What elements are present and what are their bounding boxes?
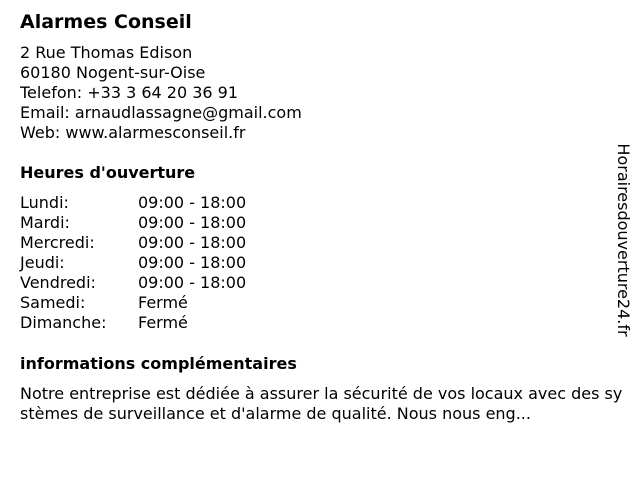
website: Web: www.alarmesconseil.fr [20, 123, 246, 142]
hours-row-tuesday [20, 213, 246, 233]
hours-row-thursday [20, 253, 246, 273]
day-label: Vendredi: [20, 273, 96, 292]
phone-number: Telefon: +33 3 64 20 36 91 [20, 83, 239, 102]
day-label: Mercredi: [20, 233, 95, 252]
day-label: Dimanche: [20, 313, 107, 332]
day-label: Lundi: [20, 193, 69, 212]
time-value: 09:00 - 18:00 [138, 273, 247, 292]
opening-hours-heading: Heures d'ouverture [20, 163, 196, 182]
address-city: 60180 Nogent-sur-Oise [20, 63, 206, 82]
business-name: Alarmes Conseil [20, 11, 192, 33]
site-watermark: Horairesdouverture24.fr [614, 143, 633, 337]
opening-hours-table [20, 193, 246, 333]
hours-row-monday [20, 193, 246, 213]
time-value: 09:00 - 18:00 [138, 193, 247, 212]
day-label: Jeudi: [20, 253, 65, 272]
email-address: Email: arnaudlassagne@gmail.com [20, 103, 302, 122]
address-street: 2 Rue Thomas Edison [20, 43, 193, 62]
time-value: Fermé [138, 293, 188, 312]
time-value: 09:00 - 18:00 [138, 233, 247, 252]
hours-row-saturday [20, 293, 246, 313]
day-label: Mardi: [20, 213, 70, 232]
day-label: Samedi: [20, 293, 86, 312]
additional-info-heading: informations complémentaires [20, 354, 297, 373]
contact-block [20, 43, 302, 143]
time-value: 09:00 - 18:00 [138, 213, 247, 232]
hours-row-friday [20, 273, 246, 293]
hours-row-wednesday [20, 233, 246, 253]
time-value: Fermé [138, 313, 188, 332]
business-description: Notre entreprise est dédiée à assurer la sécurité de vos locaux avec des systèmes de surveillance et d'alarme de qualité. Nous nous eng... [20, 384, 623, 423]
hours-row-sunday [20, 313, 246, 333]
time-value: 09:00 - 18:00 [138, 253, 247, 272]
